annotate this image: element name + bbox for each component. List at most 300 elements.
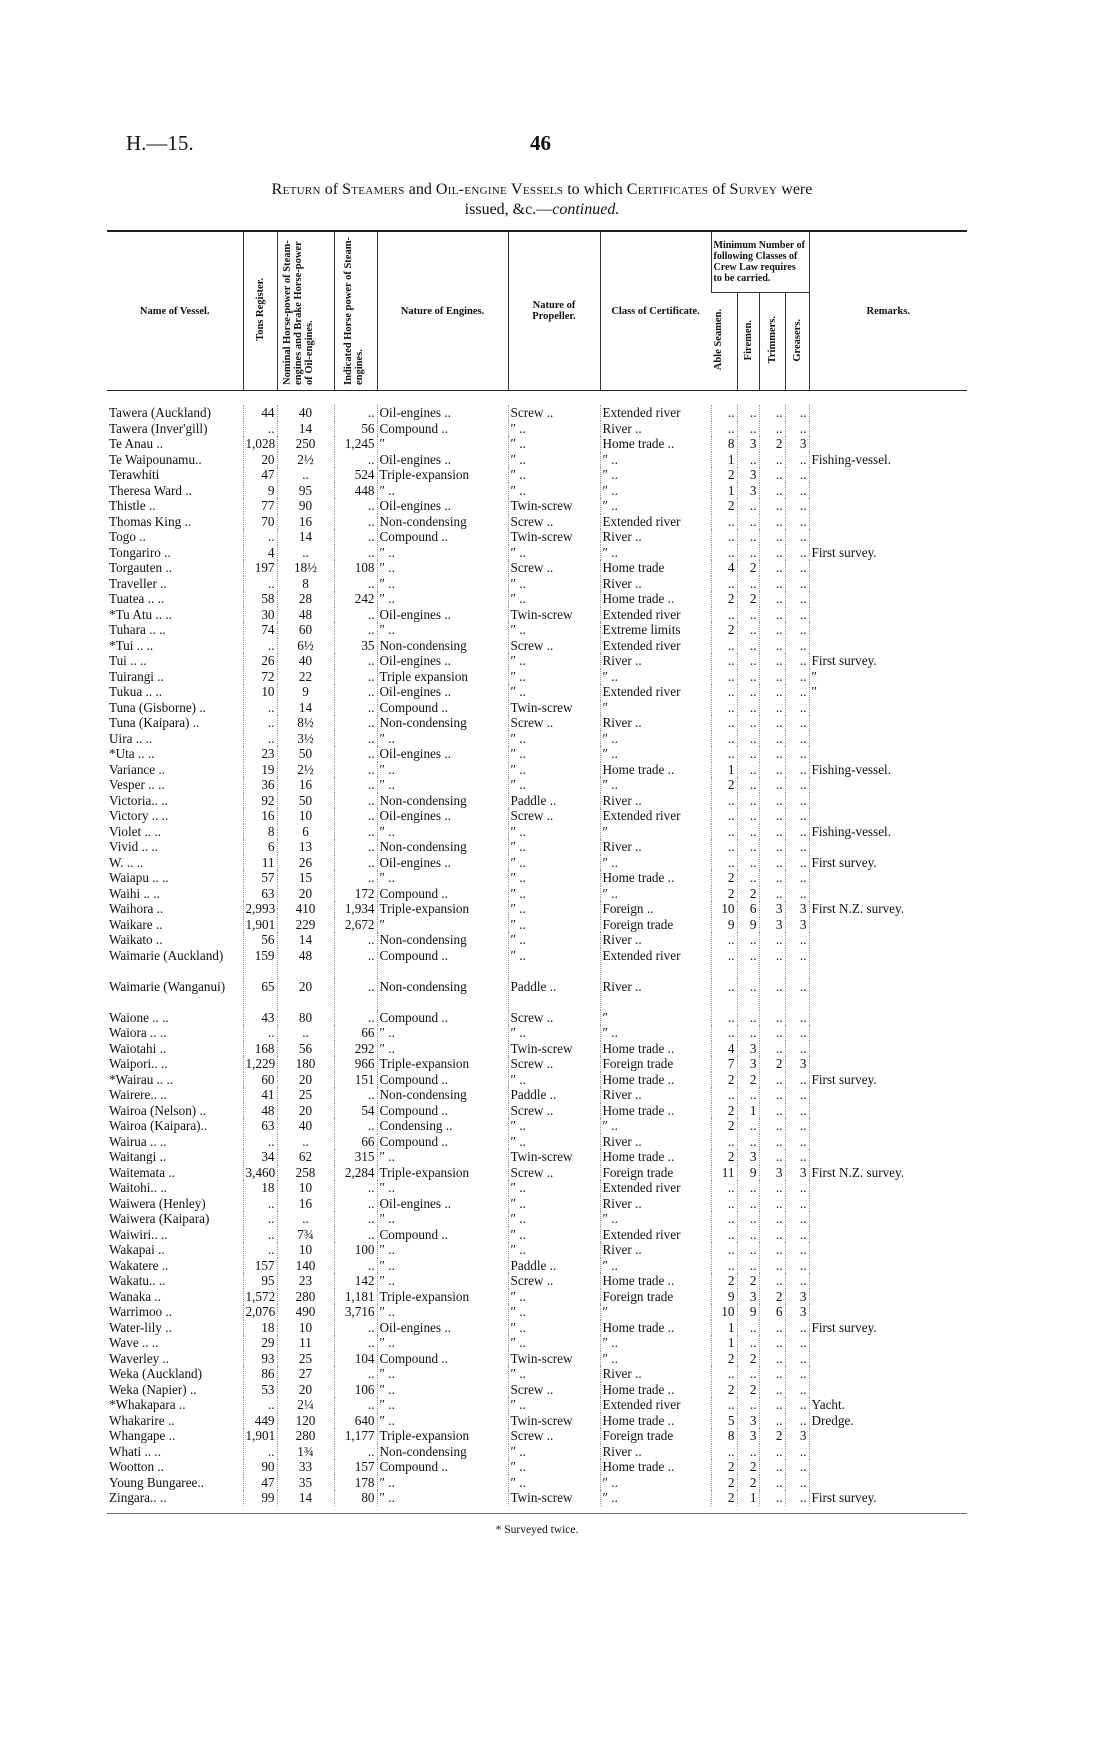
title-word: of [712,181,726,198]
table-cell: 449 [243,1413,277,1429]
table-cell: .. [785,498,809,514]
table-cell: ″ .. [508,622,600,638]
table-cell: .. [785,1211,809,1227]
table-cell: .. [759,560,785,576]
table-cell: ″ .. [377,777,508,793]
table-cell: .. [737,1211,759,1227]
table-cell: ″ .. [508,436,600,452]
table-row [107,1072,967,1088]
table-cell: ″ .. [600,467,711,483]
table-cell: .. [334,1258,377,1274]
header-trimmers [759,293,785,391]
table-cell: 250 [277,436,334,452]
table-cell: ″ .. [377,1397,508,1413]
table-cell: 8 [277,576,334,592]
table-cell: ″ .. [508,762,600,778]
table-cell: 35 [277,1475,334,1491]
table-cell: .. [759,1227,785,1243]
table-cell: .. [711,545,737,561]
table-cell: River .. [600,421,711,437]
table-cell: Non-condensing [377,514,508,530]
table-cell: .. [759,1475,785,1491]
table-cell: Oil-engines .. [377,498,508,514]
table-cell: ″ .. [377,576,508,592]
table-cell: .. [737,746,759,762]
table-cell: 35 [334,638,377,654]
title-word: and [408,181,432,198]
table-cell: .. [334,979,377,1010]
table-cell: .. [334,405,377,421]
table-cell: .. [243,1397,277,1413]
table-cell: 30 [243,607,277,623]
table-cell: Paddle .. [508,793,600,809]
table-cell: .. [785,1242,809,1258]
table-cell: 1,181 [334,1289,377,1305]
table-cell: ″ .. [508,1025,600,1041]
table-cell: 1,934 [334,901,377,917]
table-cell: .. [737,700,759,716]
table-cell: .. [759,1459,785,1475]
table-cell [809,1351,967,1367]
table-cell: 1,229 [243,1056,277,1072]
table-cell: .. [737,793,759,809]
table-cell: .. [334,948,377,979]
table-cell: .. [759,1382,785,1398]
table-cell: 2 [711,467,737,483]
table-cell [809,576,967,592]
table-cell: ″ .. [600,1335,711,1351]
table-cell: Waiwera (Henley) [109,1195,206,1211]
table-cell: 640 [334,1413,377,1429]
table-cell: Victory .. .. [109,808,169,823]
table-cell: ″ .. [508,746,600,762]
table-cell: 22 [277,669,334,685]
table-cell: River .. [600,529,711,545]
table-cell: 25 [277,1351,334,1367]
table-cell: ″ .. [508,731,600,747]
table-cell: 242 [334,591,377,607]
table-cell [809,1118,967,1134]
table-cell: 99 [243,1490,277,1506]
table-cell: .. [737,576,759,592]
table-cell: 280 [277,1289,334,1305]
table-cell: .. [759,824,785,840]
table-row [107,855,967,871]
table-cell: Tui .. .. [109,653,147,668]
table-cell: ″ .. [377,1273,508,1289]
table-cell: ″ .. [600,452,711,468]
table-row [107,1304,967,1320]
table-cell: 2,993 [243,901,277,917]
table-cell: .. [711,529,737,545]
table-cell: Non-condensing [377,979,508,1010]
table-cell: ″ .. [377,560,508,576]
table-cell: 48 [243,1103,277,1119]
table-cell: .. [334,746,377,762]
table-cell: 2 [737,591,759,607]
table-row [107,715,967,731]
table-cell: 1,028 [243,436,277,452]
table-row [107,1196,967,1212]
table-cell: .. [737,1134,759,1150]
table-cell: .. [334,762,377,778]
table-cell: .. [785,1180,809,1196]
table-row [107,1320,967,1336]
table-cell: ″ .. [508,421,600,437]
table-cell: 2 [737,1273,759,1289]
title-word: Oil-engine Vessels [435,181,564,198]
table-cell: Waione .. .. [109,1009,169,1025]
table-cell: 3 [737,1056,759,1072]
table-cell: 20 [243,452,277,468]
return-table [107,230,967,1506]
table-cell: 280 [277,1428,334,1444]
table-cell: .. [711,1366,737,1382]
table-cell: .. [759,591,785,607]
table-cell: ″ .. [377,1413,508,1429]
table-cell: 3 [737,1413,759,1429]
table-cell: Warrimoo .. [109,1304,173,1319]
table-cell: 63 [243,886,277,902]
table-cell: .. [334,1397,377,1413]
table-row [107,421,967,437]
table-cell: 41 [243,1087,277,1103]
table-cell: .. [785,1382,809,1398]
table-cell: 159 [243,948,277,979]
table-cell: 108 [334,560,377,576]
table-cell: 1 [737,1103,759,1119]
table-cell: .. [785,1273,809,1289]
table-cell: .. [711,808,737,824]
table-cell: .. [759,669,785,685]
table-cell: .. [334,808,377,824]
table-row [107,1351,967,1367]
table-cell: .. [711,405,737,421]
table-cell: .. [711,514,737,530]
table-cell [809,793,967,809]
table-cell: Triple-expansion [377,901,508,917]
table-cell: .. [737,1118,759,1134]
footnote: * Surveyed twice. [495,1524,579,1536]
table-cell: .. [243,731,277,747]
table-row [107,1025,967,1041]
table-row [107,405,967,421]
table-cell: 15 [277,870,334,886]
table-cell: 104 [334,1351,377,1367]
table-cell: ″ .. [377,1366,508,1382]
table-cell: .. [737,1444,759,1460]
table-cell: .. [243,1025,277,1041]
table-cell: 1,901 [243,1428,277,1444]
table-cell: .. [711,684,737,700]
header-minimum-crew: Minimum Number of following Classes of Crew Law requires to be carried. [711,231,809,293]
table-cell: .. [711,1010,737,1026]
table-cell: .. [785,1134,809,1150]
table-cell: Terawhiti [109,467,160,482]
table-cell: .. [711,638,737,654]
table-cell: River .. [600,1134,711,1150]
table-cell: 36 [243,777,277,793]
table-cell: .. [759,1149,785,1165]
table-cell: 44 [243,405,277,421]
table-cell: 2 [737,1475,759,1491]
table-cell: ″ .. [508,1397,600,1413]
table-cell: ″ [377,917,508,933]
header-propeller: Nature of Propeller. [508,231,600,391]
table-cell: Compound .. [377,948,508,979]
table-cell: 47 [243,467,277,483]
table-cell: River .. [600,1444,711,1460]
table-cell: .. [334,653,377,669]
table-cell: 14 [277,1490,334,1506]
table-cell [809,467,967,483]
table-cell: 60 [243,1072,277,1088]
table-cell: Home trade .. [600,1413,711,1429]
table-cell [809,839,967,855]
table-cell: .. [785,793,809,809]
table-cell: .. [759,684,785,700]
table-cell: 58 [243,591,277,607]
table-cell: Weka (Auckland) [109,1366,203,1381]
table-cell: 258 [277,1165,334,1181]
table-cell: .. [243,715,277,731]
table-cell: Screw .. [508,1428,600,1444]
table-cell: *Uta .. .. [109,746,155,761]
table-cell: 70 [243,514,277,530]
table-cell: .. [785,1475,809,1491]
table-cell: Waiwiri.. .. [109,1226,168,1242]
table-cell: .. [334,1366,377,1382]
title-word: Steamers [342,181,405,198]
table-cell: Foreign trade [600,1056,711,1072]
table-cell: .. [243,1211,277,1227]
table-cell: Foreign .. [600,901,711,917]
table-cell [809,1149,967,1165]
table-cell: .. [334,1118,377,1134]
table-cell: 2 [737,886,759,902]
table-cell: 180 [277,1056,334,1072]
table-cell: Waverley .. [109,1350,170,1366]
table-cell: Extended river [600,405,711,421]
table-cell: .. [711,932,737,948]
table-cell [809,1335,967,1351]
table-cell: Traveller .. [109,575,167,591]
table-cell: .. [785,855,809,871]
table-cell [809,1475,967,1491]
table-cell: .. [334,622,377,638]
table-cell [809,483,967,499]
table-cell: ″ .. [377,1382,508,1398]
table-cell: 23 [277,1273,334,1289]
title-word: were [781,181,813,198]
table-cell: Home trade .. [600,436,711,452]
table-cell [809,638,967,654]
table-cell: 6½ [277,638,334,654]
table-cell: Twin-screw [508,1413,600,1429]
table-cell: .. [759,622,785,638]
table-cell: .. [737,684,759,700]
table-cell: .. [277,1025,334,1041]
table-cell: Waiora .. .. [109,1025,167,1040]
table-cell: .. [785,684,809,700]
table-cell [809,1134,967,1150]
table-cell: Fishing-vessel. [809,452,967,468]
table-cell: Compound .. [377,1459,508,1475]
table-cell: .. [334,932,377,948]
table-cell: Waikare .. [109,916,163,932]
table-cell: .. [759,762,785,778]
table-cell: Te Anau .. [109,436,164,451]
table-row [107,808,967,824]
table-cell: 48 [277,607,334,623]
table-cell: .. [243,576,277,592]
table-cell: River .. [600,979,711,1010]
table-cell: 2 [759,1056,785,1072]
table-cell: Waitemata .. [109,1164,175,1180]
table-cell: ″ .. [508,839,600,855]
table-cell [809,1459,967,1475]
table-cell: .. [785,1397,809,1413]
table-cell: 65 [243,979,277,1010]
table-cell: 7 [711,1056,737,1072]
table-cell: 6 [243,839,277,855]
table-cell: 20 [277,1382,334,1398]
table-cell: 2 [711,622,737,638]
table-cell [809,405,967,421]
table-cell: Torgauten .. [109,560,172,575]
table-cell [809,560,967,576]
table-cell [809,886,967,902]
table-cell: .. [737,607,759,623]
table-cell: Non-condensing [377,715,508,731]
table-cell: .. [759,1103,785,1119]
table-cell: .. [785,529,809,545]
table-cell: Tuna (Kaipara) .. [109,715,200,730]
table-cell: 34 [243,1149,277,1165]
table-cell: Wairere.. .. [109,1087,167,1102]
header-greasers [785,293,809,391]
table-cell: First survey. [809,1072,967,1088]
table-cell: .. [737,638,759,654]
table-cell: .. [334,1087,377,1103]
table-row [107,467,967,483]
table-cell: .. [737,1196,759,1212]
table-cell [809,1196,967,1212]
table-cell: Home trade .. [600,1320,711,1336]
table-cell: .. [785,932,809,948]
table-cell: 2 [711,870,737,886]
table-cell: ″ .. [508,1459,600,1475]
table-cell: 178 [334,1475,377,1491]
table-cell: .. [759,1490,785,1506]
table-cell: Extended river [600,1180,711,1196]
title-word: to which [567,181,623,198]
table-cell: ″ .. [600,1118,711,1134]
table-cell: .. [737,839,759,855]
table-cell: Triple-expansion [377,467,508,483]
table-cell: 4 [711,1041,737,1057]
table-cell: 62 [277,1149,334,1165]
table-cell: .. [737,979,759,1010]
table-cell: Waitohi.. .. [109,1180,167,1195]
table-cell: .. [759,731,785,747]
table-cell: ″ .. [377,622,508,638]
table-cell: Home trade .. [600,1149,711,1165]
table-cell: ″ .. [600,1025,711,1041]
table-row [107,1134,967,1150]
table-cell: 20 [277,979,334,1010]
table-cell: Extended river [600,638,711,654]
table-cell: .. [711,700,737,716]
table-cell: 10 [277,808,334,824]
table-cell: .. [785,405,809,421]
table-row [107,762,967,778]
table-cell: 2 [759,1428,785,1444]
header-able-seamen [711,293,737,391]
table-cell: Screw .. [508,1056,600,1072]
table-row [107,824,967,840]
table-cell: Yacht. [809,1397,967,1413]
table-cell: ″ .. [508,1335,600,1351]
table-cell: .. [785,1459,809,1475]
table-cell: 3 [737,1428,759,1444]
table-cell [809,1242,967,1258]
table-cell: 6 [737,901,759,917]
table-cell: 140 [277,1258,334,1274]
table-cell: 10 [277,1180,334,1196]
table-row [107,746,967,762]
table-cell: ″ .. [508,932,600,948]
table-cell [809,948,967,979]
table-title [112,180,972,220]
table-cell: 524 [334,467,377,483]
table-cell: Paddle .. [508,1087,600,1103]
page-number: 46 [530,131,551,155]
table-cell: 410 [277,901,334,917]
table-cell: Home trade [600,560,711,576]
table-cell: .. [785,1087,809,1103]
table-cell: 3 [785,1304,809,1320]
table-row [107,1428,967,1444]
table-cell [809,1211,967,1227]
table-cell: Oil-engines .. [377,684,508,700]
table-cell: 3 [759,1165,785,1181]
table-cell: 16 [277,514,334,530]
table-cell: 40 [277,1118,334,1134]
table-cell [809,1103,967,1119]
table-cell: 5 [711,1413,737,1429]
table-cell: .. [785,607,809,623]
header-nominal-label: Nominal Horse-power of Steam-engines and Brake Horse-power of Oil-engines. [281,239,315,385]
table-cell: .. [759,886,785,902]
table-cell: 3 [785,1056,809,1072]
table-cell: 10 [243,684,277,700]
table-cell [809,514,967,530]
table-cell: River .. [600,839,711,855]
table-row [107,1180,967,1196]
table-row [107,669,967,685]
table-cell: .. [277,545,334,561]
table-cell: .. [759,483,785,499]
table-cell: 2 [711,1149,737,1165]
table-cell: ″ .. [600,855,711,871]
table-cell: Waiwera (Kaipara) [109,1211,210,1226]
table-cell: ″ .. [377,1025,508,1041]
header-greasers-label: Greasers. [791,318,803,362]
table-cell: 966 [334,1056,377,1072]
table-cell: Waitangi .. [109,1149,167,1164]
table-cell: .. [711,1180,737,1196]
